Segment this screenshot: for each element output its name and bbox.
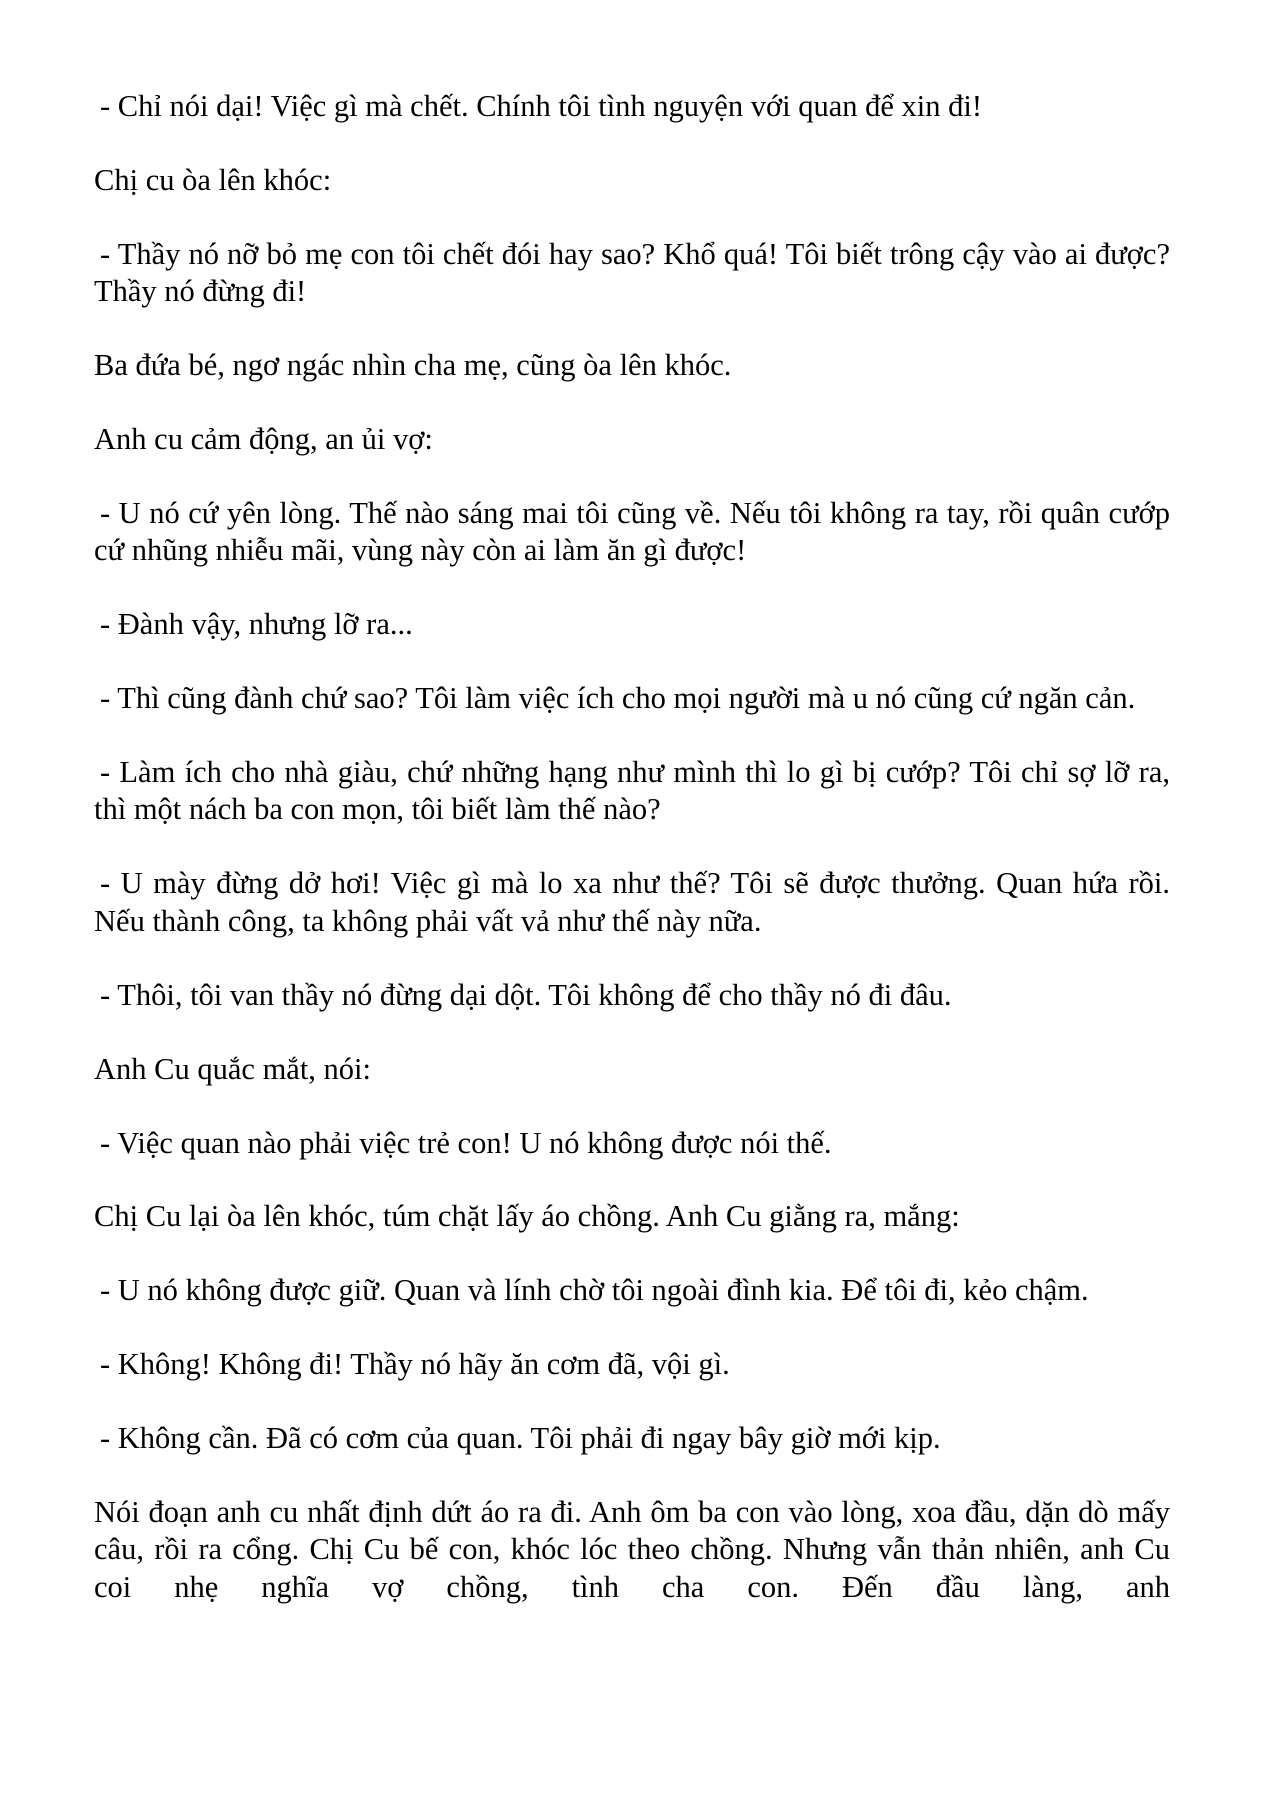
paragraph: Chị cu òa lên khóc: (94, 162, 332, 197)
paragraph: Chị Cu lại òa lên khóc, túm chặt lấy áo chồng. Anh Cu giằng ra, mắng: (94, 1199, 960, 1234)
paragraph: Anh Cu quắc mắt, nói: (94, 1051, 372, 1086)
paragraph: - Thì cũng đành chứ sao? Tôi làm việc ích cho mọi người mà u nó cũng cứ ngăn cản. (100, 681, 1136, 716)
paragraph: - U nó cứ yên lòng. Thế nào sáng mai tôi cũng về. Nếu tôi không ra tay, rồi quân cướp cứ nhũng nhiễu mãi, vùng này còn ai làm ăn gì được! (94, 495, 1170, 568)
paragraph: - Không cần. Đã có cơm của quan. Tôi phải đi ngay bây giờ mới kịp. (100, 1421, 941, 1456)
paragraph: Anh cu cảm động, an ủi vợ: (94, 422, 433, 457)
paragraph: Nói đoạn anh cu nhất định dứt áo ra đi. Anh ôm ba con vào lòng, xoa đầu, dặn dò mấy câu, rồi ra cổng. Chị Cu bế con, khóc lóc theo chồng. Nhưng vẫn thản nhiên, anh Cu coi nhẹ nghĩa vợ chồng, tình cha con. Đến đầu làng, anh (94, 1495, 1170, 1604)
paragraph: - Thầy nó nỡ bỏ mẹ con tôi chết đói hay sao? Khổ quá! Tôi biết trông cậy vào ai được? Thầy nó đừng đi! (94, 236, 1170, 309)
paragraph: - Không! Không đi! Thầy nó hãy ăn cơm đã, vội gì. (100, 1347, 730, 1382)
paragraph: - U mày đừng dở hơi! Việc gì mà lo xa như thế? Tôi sẽ được thưởng. Quan hứa rồi. Nếu thành công, ta không phải vất vả như thế này nữa. (94, 866, 1170, 938)
paragraph: - Chỉ nói dại! Việc gì mà chết. Chính tôi tình nguyện với quan để xin đi! (100, 89, 982, 123)
paragraph: - Đành vậy, nhưng lỡ ra... (100, 607, 413, 642)
paragraph: - U nó không được giữ. Quan và lính chờ tôi ngoài đình kia. Để tôi đi, kẻo chậm. (100, 1273, 1089, 1308)
body-text-column (94, 88, 1170, 1606)
paragraph: - Làm ích cho nhà giàu, chứ những hạng như mình thì lo gì bị cướp? Tôi chỉ sợ lỡ ra, thì một nách ba con mọn, tôi biết làm thế nào? (94, 755, 1170, 827)
paragraph: - Việc quan nào phải việc trẻ con! U nó không được nói thế. (100, 1125, 832, 1160)
paragraph: - Thôi, tôi van thầy nó đừng dại dột. Tôi không để cho thầy nó đi đâu. (100, 977, 952, 1012)
paragraph: Ba đứa bé, ngơ ngác nhìn cha mẹ, cũng òa lên khóc. (94, 348, 732, 383)
